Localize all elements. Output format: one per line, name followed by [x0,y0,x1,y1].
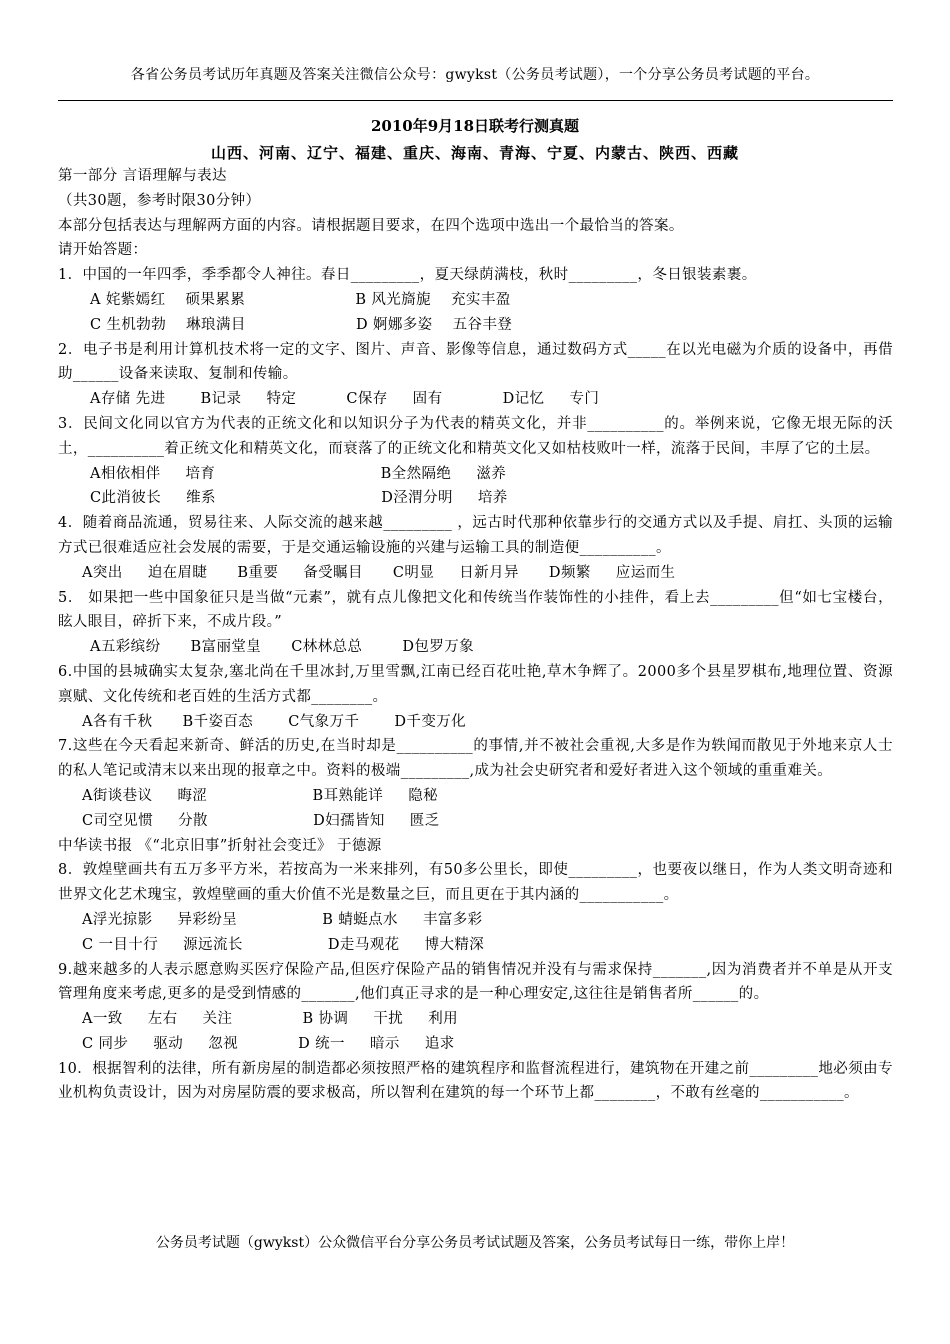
exam-subtitle: 山西、河南、辽宁、福建、重庆、海南、青海、宁夏、内蒙古、陕西、西藏 [210,144,739,162]
question-block [58,660,893,734]
exam-title: 2010年9月18日联考行测真题 [370,117,580,135]
question-text: 8．敦煌壁画共有五万多平方米，若按高为一米来排列，有50多公里长，即使_________，也要夜以继日，作为人类文明奇迹和世界文化艺术瑰宝，敦煌壁画的重大价值不光是数量之巨，而且更在于其内涵的___________。 [58,862,893,904]
answer-options: A各有千秋 B千姿百态 C气象万千 D千变万化 [82,713,467,730]
question-text: 5． 如果把一些中国象征只是当做“元素”，就有点儿像把文化和传统当作装饰性的小挂件，看上去_________但“如七宝楼台，眩人眼目，碎折下来，不成片段。” [58,589,893,631]
question-block [58,1057,893,1107]
question-text: 1．中国的一年四季，季季都令人神往。春日_________，夏天绿荫满枝，秋时_________，冬日银装素裹。 [58,267,757,284]
question-block [58,834,893,859]
question-text: 6.中国的县城确实太复杂,塞北尚在千里冰封,万里雪飘,江南已经百花吐艳,草木争辉了。2000多个县星罗棋布,地理位置、资源禀赋、文化传统和老百姓的生活方式都________。 [58,663,893,705]
question-text: 9.越来越多的人表示愿意购买医疗保险产品,但医疗保险产品的销售情况并没有与需求保持_______,因为消费者并不单是从开支管理角度来考虑,更多的是受到情感的_______,他们真正寻求的是一种心理安定,这往往是销售者所______的。 [58,961,893,1003]
question-text: 4．随着商品流通，贸易往来、人际交流的越来越_________ ，远古时代那种依靠步行的交通方式以及手提、肩扛、头顶的运输方式已很难适应社会发展的需要，于是交通运输设施的兴建与运输工具的制造便__________。 [58,515,893,556]
question-text: 7.这些在今天看起来新奇、鲜活的历史,在当时却是__________的事情,并不被社会重视,大多是作为轶闻而散见于外地来京人士的私人笔记或清末以来出现的报章之中。资料的极端_________,成为社会史研究者和爱好者进入这个领域的重重难关。 [58,738,893,780]
page-footer: 公务员考试题（gwykst）公众微信平台分享公务员考试试题及答案，公务员考试每日一练，带你上岸！ [155,1235,795,1251]
question-block [58,338,893,412]
question-block [58,263,893,337]
start-prompt: 请开始答题： [58,242,148,259]
question-block [58,958,893,1057]
question-text: 3．民间文化同以官方为代表的正统文化和以知识分子为代表的精英文化，并非__________的。举例来说，它像无垠无际的沃土，__________着正统文化和精英文化，而衰落了的正统文化和精英文化又如枯枝败叶一样，流落于民间，丰厚了它的土层。 [58,415,893,457]
answer-options: C 同步 驱动 忽视 D 统一 暗示 追求 [82,1035,455,1052]
answer-options: C此消彼长 维系 D泾渭分明 培养 [90,490,508,507]
section-heading: 第一部分 言语理解与表达 [58,168,227,184]
page-header: 各省公务员考试历年真题及答案关注微信公众号：gwykst（公务员考试题），一个分享公务员考试题的平台。 [130,67,820,83]
answer-options: A五彩缤纷 B富丽堂皇 C林林总总 D包罗万象 [90,639,475,656]
question-text: 2．电子书是利用计算机技术将一定的文字、图片、声音、影像等信息，通过数码方式_____在以光电磁为介质的设备中，再借助______设备来读取、复制和传输。 [58,341,893,383]
instructions: 本部分包括表达与理解两方面的内容。请根据题目要求，在四个选项中选出一个最恰当的答案。 [58,217,684,234]
answer-options: A一致 左右 关注 B 协调 干扰 利用 [82,1011,459,1028]
answer-options: C司空见惯 分散 D妇孺皆知 匮乏 [82,812,440,829]
answer-options: C 生机勃勃 琳琅满目 D 婀娜多姿 五谷丰登 [90,316,513,333]
question-text: 10．根据智利的法律，所有新房屋的制造都必须按照严格的建筑程序和监督流程进行，建筑物在开建之前_________地必须由专业机构负责设计，因为对房屋防震的要求极高，所以智利在建筑的每一个环节上都________，不敢有丝毫的___________。 [58,1060,893,1102]
question-block [58,858,893,957]
answer-options: A突出 迫在眉睫 B重要 备受瞩目 C明显 日新月异 D频繁 应运而生 [82,564,676,581]
answer-options: C 一目十行 源远流长 D走马观花 博大精深 [82,936,485,953]
answer-options: A存储 先进 B记录 特定 C保存 固有 D记忆 专门 [90,391,600,408]
question-list [58,263,893,1106]
exam-body [58,164,893,1106]
answer-options: A相依相伴 培育 B全然隔绝 滋养 [90,465,507,482]
answer-options: A浮光掠影 异彩纷呈 B 蜻蜓点水 丰富多彩 [82,911,483,928]
question-block [58,586,893,660]
time-note: （共30题，参考时限30分钟） [58,192,261,209]
question-text: 中华读书报 《“北京旧事”折射社会变迁》 于德源 [58,837,382,854]
header-divider [58,100,893,101]
question-block [58,511,893,585]
answer-options: A街谈巷议 晦涩 B耳熟能详 隐秘 [82,787,439,804]
question-block [58,734,893,833]
answer-options: A 姹紫嫣红 硕果累累 B 风光旖旎 充实丰盈 [90,291,511,308]
question-block [58,412,893,511]
